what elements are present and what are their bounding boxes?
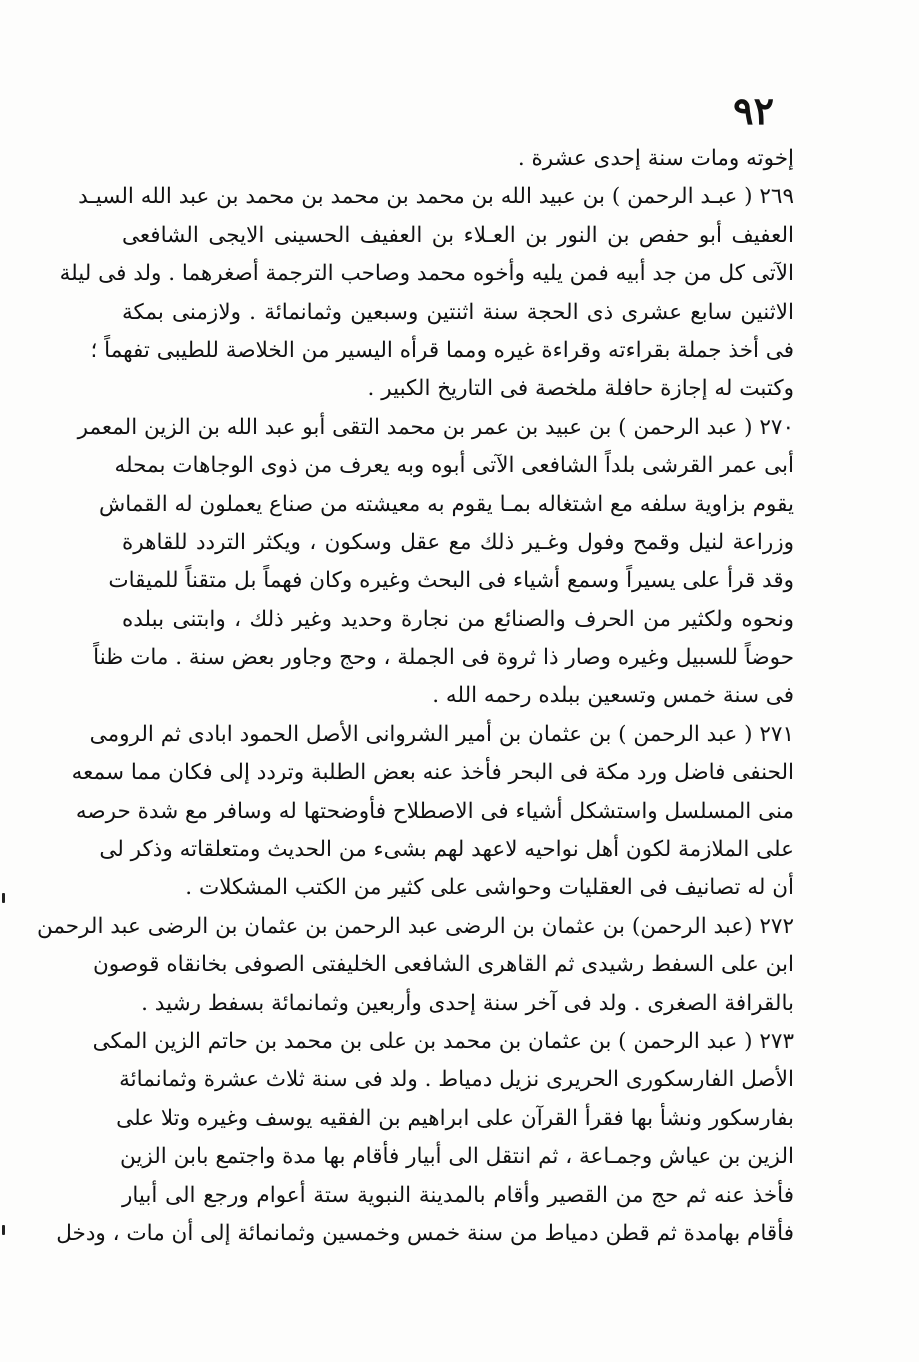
text-line: أن له تصانيف فى العقليات وحواشى على كثير من الكتب المشكلات . [185, 875, 794, 901]
text-line: منى المسلسل واستشكل أشياء فى الاصطلاح فأوضحتها له وسافر مع شدة حرصه [75, 798, 794, 824]
text-line: الزين بن عياش وجمـاعة ، ثم انتقل الى أبيار فأقام بها مدة واجتمع بابن الزين [120, 1144, 794, 1170]
body-text [36, 140, 794, 1253]
text-line: بالقرافة الصغرى . ولد فى آخر سنة إحدى وأربعين وثمانمائة بسفط رشيد . [141, 990, 794, 1016]
text-line: ٢٦٩ ( عبـد الرحمن ) بن عبيد الله بن محمد بن محمد بن محمد بن عبد الله السيـد [78, 184, 794, 210]
text-line: ونحوه ولكثير من الحرف والصنائع من نجارة وحديد وغير ذلك ، وابتنى ببلده [122, 606, 794, 632]
text-line: على الملازمة لكون أهل نواحيه لاعهد لهم بشىء من الحديث ومتعلقاته وذكر لى [99, 837, 794, 863]
text-line: العفيف أبو حفص بن النور بن العـلاء بن العفيف الحسينى الايجى الشافعى [122, 222, 794, 248]
text-line: الحنفى فاضل ورد مكة فى البحر فأخذ عنه بعض الطلبة وتردد إلى فكان مما سمعه [71, 760, 794, 786]
text-line: ٢٧١ ( عبد الرحمن ) بن عثمان بن أمير الشروانى الأصل الحمود ابادى ثم الرومى [89, 721, 794, 747]
text-line: يقوم بزاوية سلفه مع اشتغاله بمـا يقوم به معيشته من صناع يعملون له القماش [99, 491, 794, 517]
text-line: الآتى كل من جد أبيه فمن يليه وأخوه محمد وصاحب الترجمة أصغرهما . ولد فى ليلة [59, 261, 794, 287]
text-line: فى أخذ جملة بقراءته وقراءة غيره ومما قرأه اليسير من الخلاصة للطيبى تفهماً ؛ [90, 337, 794, 363]
text-line: أبى عمر القرشى بلداً الشافعى الآتى أبوه وبه يعرف من ذوى الوجاهات بمحله [114, 453, 794, 479]
text-line: حوضاً للسبيل وغيره وصار ذا ثروة فى الجملة ، وحج وجاور بعض سنة . مات ظناً [93, 645, 794, 671]
binding-mark [2, 893, 5, 903]
text-line: ابن على السفط رشيدى ثم القاهرى الشافعى الخليفتى الصوفى بخانقاه قوصون [92, 952, 794, 978]
text-line: بفارسكور ونشأ بها فقرأ القرآن على ابراهيم بن الفقيه يوسف وغيره وتلا على [116, 1105, 794, 1131]
text-line: فى سنة خمس وتسعين ببلده رحمه الله . [432, 683, 794, 709]
text-line: فأقام بهامدة ثم قطن دمياط من سنة خمس وخمسين وثمانمائة إلى أن مات ، ودخل [56, 1220, 794, 1246]
text-line: ٢٧٢ (عبد الرحمن) بن عثمان بن الرضى عبد الرحمن بن عثمان بن الرضى عبد الرحمن [36, 913, 794, 939]
text-line: وقد قرأ على يسيراً وسمع أشياء فى البحث وغيره وكان فهماً بل متقناً للميقات [108, 568, 794, 594]
text-line: ٢٧٠ ( عبد الرحمن ) بن عبيد بن عمر بن محمد التقى أبو عبد الله بن الزين المعمر [77, 414, 794, 440]
text-line: وزراعة لنيل وقمح وفول وغـير ذلك مع عقل وسكون ، ويكثر التردد للقاهرة [122, 529, 794, 555]
text-line: الاثنين سابع عشرى ذى الحجة سنة اثنتين وسبعين وثمانمائة . ولازمنى بمكة [122, 299, 794, 325]
binding-mark [2, 1225, 5, 1235]
text-line: ٢٧٣ ( عبد الرحمن ) بن عثمان بن محمد بن على بن محمد بن حاتم الزين المكى [92, 1028, 794, 1054]
text-line: الأصل الفارسكورى الحريرى نزيل دمياط . ولد فى سنة ثلاث عشرة وثمانمائة [119, 1067, 794, 1093]
text-line: فأخذ عنه ثم حج من القصير وأقام بالمدينة النبوية ستة أعوام ورجع الى أبيار [122, 1182, 794, 1208]
text-line: إخوته ومات سنة إحدى عشرة . [517, 146, 794, 171]
text-line: وكتبت له إجازة حافلة ملخصة فى التاريخ الكبير . [367, 376, 794, 402]
page-number: ٩٢ [733, 88, 774, 133]
